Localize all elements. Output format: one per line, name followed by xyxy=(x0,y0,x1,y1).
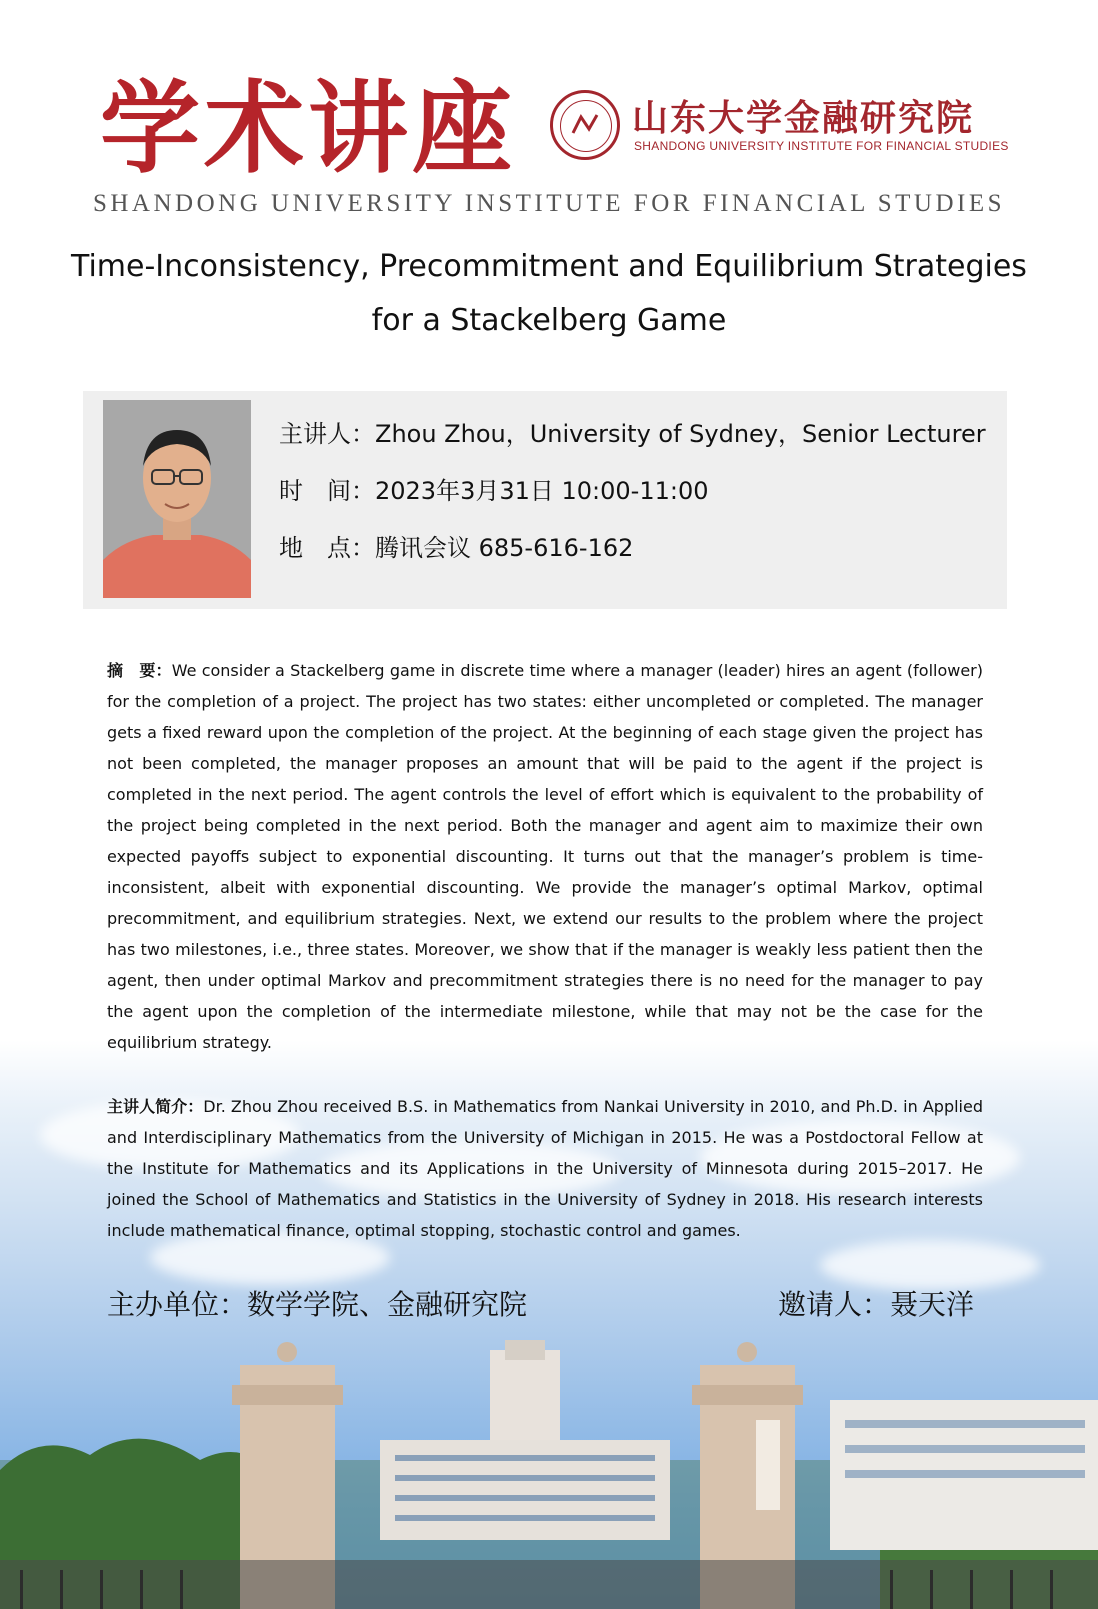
time-line: 时 间：2023年3月31日 10:00-11:00 xyxy=(279,477,709,505)
lecture-title-cn: 学术讲座 xyxy=(100,69,516,187)
abstract-text: We consider a Stackelberg game in discrete time where a manager (leader) hires an agent (follower) for the completion of a project. The project has two states: either uncompleted or completed. The manager gets a fixed reward upon the completion of the project. At the beginning of each stage given the project has not been completed, the manager proposes an amount that will be paid to the agent if the project is completed in the next period. The agent controls the level of effort which is equivalent to the probability of the project being completed in the next period. Both the manager and agent aim to maximize their own expected payoffs subject to exponential discounting. It turns out that the manager’s problem is time-inconsistent, albeit with exponential discounting. We provide the manager’s optimal Markov, optimal precommitment, and equilibrium strategies. Next, we extend our results to the problem where the project has two milestones, i.e., three states. Moreover, we show that if the manager is weakly less patient then the agent, then under optimal Markov and precommitment strategies there is no need for the manager to pay the agent upon the completion of the intermediate milestone, while that may not be the case for the equilibrium strategy. xyxy=(107,661,983,1052)
bio-text: Dr. Zhou Zhou received B.S. in Mathematics from Nankai University in 2010, and Ph.D. in Applied and Interdisciplinary Mathematics from the University of Michigan in 2015. He was a Postdoctoral Fellow at the Institute for Mathematics and its Applications in the University of Minnesota during 2015–2017. He joined the School of Mathematics and Statistics in the University of Sydney in 2018. His research interests include mathematical finance, optimal stopping, stochastic control and games. xyxy=(107,1097,983,1240)
speaker-photo xyxy=(103,400,251,598)
institute-banner-en: SHANDONG UNIVERSITY INSTITUTE FOR FINANCIAL STUDIES xyxy=(92,190,1006,217)
institute-name-cn: 山东大学金融研究院 xyxy=(632,97,975,139)
institute-name-en: SHANDONG UNIVERSITY INSTITUTE FOR FINANCIAL STUDIES xyxy=(634,139,1009,153)
inviter-text: 邀请人：聂天洋 xyxy=(778,1288,975,1321)
abstract-section xyxy=(107,655,983,1058)
talk-title-line-2: for a Stackelberg Game xyxy=(371,303,727,338)
talk-title xyxy=(60,240,1038,348)
bio-section xyxy=(107,1091,983,1246)
organizer-text: 主办单位：数学学院、金融研究院 xyxy=(107,1288,528,1321)
bio-label: 主讲人简介： xyxy=(107,1097,204,1116)
speaker-line: 主讲人：Zhou Zhou，University of Sydney，Senior Lecturer xyxy=(279,420,986,448)
university-seal-icon xyxy=(550,90,620,160)
talk-title-line-1: Time-Inconsistency, Precommitment and Equilibrium Strategies xyxy=(71,249,1027,284)
place-line: 地 点：腾讯会议 685-616-162 xyxy=(279,534,634,562)
abstract-label: 摘 要： xyxy=(107,661,172,680)
campus-gate-illustration xyxy=(0,1340,1098,1609)
speaker-info-box xyxy=(83,391,1007,609)
